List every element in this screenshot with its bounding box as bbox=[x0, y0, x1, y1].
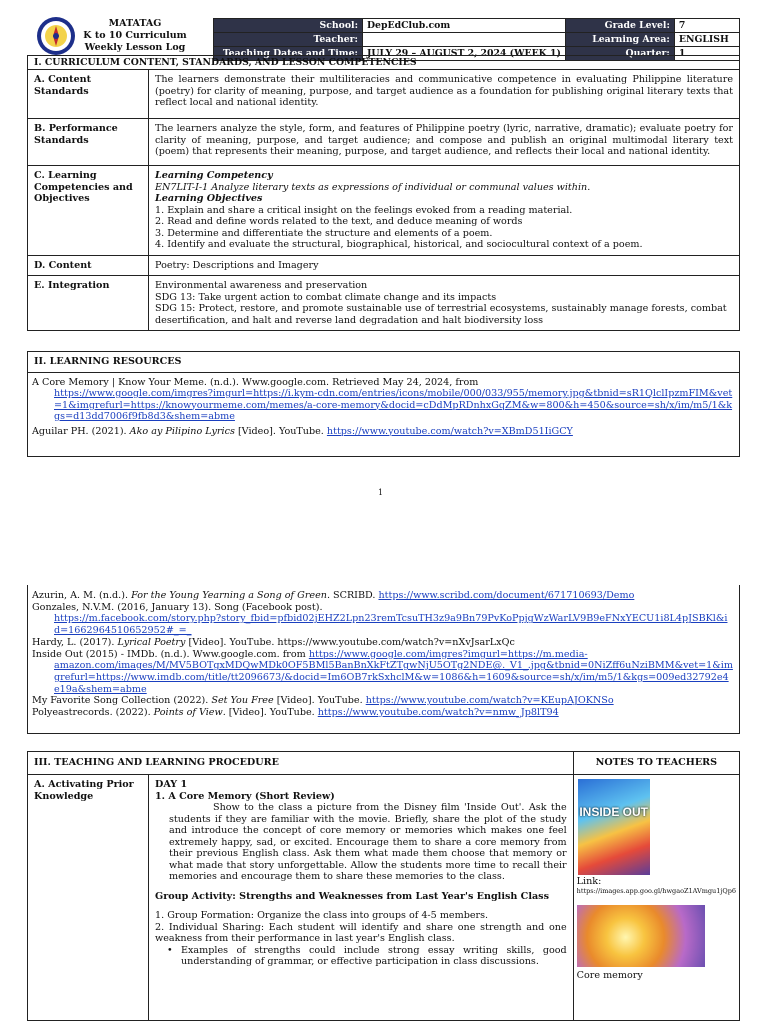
competencies-label: C. Learning Competencies and Objectives bbox=[28, 166, 149, 256]
integration-row bbox=[28, 276, 740, 331]
p2-resource-2-link[interactable]: https://m.facebook.com/story.php?story_fbid=pfbid02jEHZ2Lpn23remTcsuTH3z9a9Bn79PvKoPpjgWzWarLV9B9eFNxYECU1i8L4pJSBKl&id=1662964510652952#_=_ bbox=[54, 613, 728, 637]
integration-label: E. Integration bbox=[28, 276, 149, 331]
p2-resource-4-link-a[interactable]: https://www.google.com/imgres?imgurl=https://m.media- bbox=[308, 648, 588, 660]
content-standards-label: A. Content Standards bbox=[28, 70, 149, 119]
content-label: D. Content bbox=[28, 255, 149, 276]
header-title-line-1: MATATAG bbox=[108, 18, 162, 29]
section-2-title: II. LEARNING RESOURCES bbox=[28, 352, 739, 373]
header-title bbox=[80, 18, 190, 54]
grade-value: 7 bbox=[674, 19, 739, 33]
lc-heading: Learning Competency bbox=[155, 170, 273, 182]
bullet-row bbox=[155, 945, 567, 968]
p2-resource-5-link[interactable]: https://www.youtube.com/watch?v=KEupAJOKNSo bbox=[365, 695, 614, 707]
teacher-label: Teacher: bbox=[214, 33, 363, 47]
quarter-value: 1 bbox=[674, 47, 739, 61]
activity-1-title: 1. A Core Memory (Short Review) bbox=[155, 790, 335, 802]
section-1-title: I. CURRICULUM CONTENT, STANDARDS, AND LESSON COMPETENCIES bbox=[28, 56, 740, 70]
activating-row bbox=[28, 775, 740, 1021]
p2-resource-1-author: Azurin, A. M. (n.d.). bbox=[32, 590, 132, 601]
section-3-title: III. TEACHING AND LEARNING PROCEDURE bbox=[28, 752, 574, 775]
p2-resource-1-link[interactable]: https://www.scribd.com/document/671710693/Demo bbox=[378, 590, 635, 601]
activating-label: A. Activating Prior Knowledge bbox=[28, 775, 149, 1021]
p2-resource-6-author: Polyeastrecords. (2022). bbox=[32, 707, 154, 719]
objective-4: 4. Identify and evaluate the structural, biographical, historical, and sociocultural context of a poem. bbox=[155, 239, 643, 251]
area-label: Learning Area: bbox=[565, 33, 674, 47]
p2-resource-4-link-b[interactable]: amazon.com/images/M/MV5BOTgxMDQwMDk0OF5BMl5BanBnXkFtZTgwNjU5OTg2NDE@._V1_.jpg&tbnid=0NiZff6uNziBMM&vet=1&imgrefurl=https://www.imdb.com/title/tt2096673/&docid=Im6OB7rkSxhclM&w=1086&h=1609&source=sh/x/im/m5/1&kgs=009ed32792e4e19a&shem=abme bbox=[54, 660, 733, 695]
area-value: ENGLISH bbox=[674, 33, 739, 47]
p2-resource-5 bbox=[32, 695, 733, 707]
p2-resource-1-title: For the Young Yearning a Song of Green bbox=[131, 590, 327, 601]
deped-seal bbox=[36, 16, 76, 56]
p2-resource-6-title: Points of View bbox=[153, 707, 223, 719]
notes-link[interactable]: https://images.app.goo.gl/hwgaoZ1AVmgu1jQp6 bbox=[576, 887, 736, 895]
core-memory-caption: Core memory bbox=[576, 970, 643, 982]
section-3-table bbox=[27, 751, 740, 1021]
page-2-resources-box bbox=[27, 585, 740, 734]
header-title-line-3: Weekly Lesson Log bbox=[84, 42, 186, 54]
link-label: Link: bbox=[576, 876, 602, 887]
p2-resource-3-rest: [Video]. YouTube. https://www.youtube.com/watch?v=nXvJsarLxQc bbox=[185, 636, 515, 648]
lo-heading: Learning Objectives bbox=[155, 193, 263, 205]
resource-2-rest: [Video]. YouTube. bbox=[234, 425, 327, 437]
p2-resource-5-rest: [Video]. YouTube. bbox=[273, 695, 366, 707]
p2-resource-4 bbox=[32, 649, 733, 661]
p2-resource-3 bbox=[32, 637, 733, 649]
objective-3: 3. Determine and differentiate the structure and elements of a poem. bbox=[155, 227, 493, 239]
p2-resource-6-rest: . [Video]. YouTube. bbox=[222, 707, 318, 719]
lc-text: EN7LIT-I-1 Analyze literary texts as expressions of individual or communal values within. bbox=[155, 181, 591, 193]
inside-out-poster bbox=[578, 779, 650, 875]
content-standards-text: The learners demonstrate their multiliteracies and communicative competence in evaluating Philippine literature (poetry) for clarity of meaning, purpose, and target audience as a foundation for publishing original literary texts that reflect local and national identity. bbox=[149, 70, 740, 119]
resource-1-text: A Core Memory | Know Your Meme. (n.d.). Www.google.com. Retrieved May 24, 2024, from bbox=[32, 376, 479, 388]
section-2-box bbox=[27, 351, 740, 457]
objective-1: 1. Explain and share a critical insight on the feelings evoked from a reading material. bbox=[155, 204, 573, 216]
competencies-row bbox=[28, 166, 740, 256]
group-activity-title: Group Activity: Strengths and Weaknesses from Last Year's English Class bbox=[155, 890, 549, 902]
resource-1-link[interactable]: https://www.google.com/imgres?imgurl=https://i.kym-cdn.com/entries/icons/mobile/000/033/955/memory.jpg&tbnid=sR1QlclIpzmFIM&vet=1&imgrefurl=https://knowyourmeme.com/memes/a-core-memory&docid=cDdMpRDnhxGqZM&w=800&h=450&source=sh/x/im/m5/1&kgs=d13dd7006f9fb8d3&shem=abme bbox=[54, 388, 733, 422]
performance-standards-row bbox=[28, 119, 740, 166]
resource-2-link[interactable]: https://www.youtube.com/watch?v=XBmD51IiGCY bbox=[326, 425, 573, 437]
content-row bbox=[28, 255, 740, 276]
content-standards-row bbox=[28, 70, 740, 119]
objective-2: 2. Read and define words related to the text, and deduce meaning of words bbox=[155, 216, 523, 228]
bullet-1: Examples of strengths could include strong essay writing skills, good understanding of grammar, or effective participation in class discussions. bbox=[181, 944, 567, 967]
p2-resource-1 bbox=[32, 590, 733, 602]
poster-title: INSIDE OUT bbox=[579, 805, 648, 819]
school-label: School: bbox=[214, 19, 363, 33]
p2-resource-5-author: My Favorite Song Collection (2022). bbox=[32, 695, 212, 707]
p2-resource-1-mid: . SCRIBD. bbox=[326, 590, 379, 601]
core-memory-image bbox=[577, 905, 705, 967]
bullet-dot: • bbox=[167, 944, 173, 956]
teacher-value bbox=[363, 33, 566, 47]
resource-2-title: Ako ay Pilipino Lyrics bbox=[129, 425, 235, 437]
notes-title: NOTES TO TEACHERS bbox=[573, 752, 739, 775]
grade-label: Grade Level: bbox=[565, 19, 674, 33]
p2-resource-4-text: Inside Out (2015) - IMDb. (n.d.). Www.google.com. from bbox=[32, 648, 309, 660]
content-text: Poetry: Descriptions and Imagery bbox=[149, 255, 740, 276]
resource-2-author: Aguilar PH. (2021). bbox=[32, 425, 130, 437]
page-number: 1 bbox=[378, 488, 384, 497]
school-value: DepEdClub.com bbox=[363, 19, 566, 33]
performance-standards-label: B. Performance Standards bbox=[28, 119, 149, 166]
quarter-label: Quarter: bbox=[565, 47, 674, 61]
p2-resource-3-author: Hardy, L. (2017). bbox=[32, 636, 118, 648]
integration-line-1: Environmental awareness and preservation bbox=[155, 280, 368, 292]
step-1: 1. Group Formation: Organize the class into groups of 4-5 members. bbox=[155, 910, 489, 921]
dates-value: JULY 29 – AUGUST 2, 2024 (WEEK 1) bbox=[363, 47, 566, 61]
p2-resource-6-link[interactable]: https://www.youtube.com/watch?v=nmw_Jp8lT94 bbox=[317, 707, 559, 719]
p2-resource-3-title: Lyrical Poetry bbox=[117, 636, 186, 648]
section-1-table bbox=[27, 55, 740, 331]
integration-line-2: SDG 13: Take urgent action to combat climate change and its impacts bbox=[155, 291, 497, 303]
integration-line-3: SDG 15: Protect, restore, and promote sustainable use of terrestrial ecosystems, sustainably manage forests, combat desertification, and halt and reverse land degradation and halt biodiversity loss bbox=[155, 303, 727, 326]
day-label: DAY 1 bbox=[155, 779, 188, 790]
step-2: 2. Individual Sharing: Each student will identify and share one strength and one weakness from their performance in last year's English class. bbox=[155, 921, 567, 944]
resource-2 bbox=[32, 426, 733, 438]
performance-standards-text: The learners analyze the style, form, and features of Philippine poetry (lyric, narrative, dramatic); evaluate poetry for clarity of meaning, purpose, and target audience; and compose and publish an original multimodal literary text (poem) that represents their meaning, purpose, and target audience, and reflects their local and national identity. bbox=[149, 119, 740, 166]
p2-resource-6 bbox=[32, 707, 733, 719]
p2-resource-5-title: Set You Free bbox=[211, 695, 274, 707]
dates-label: Teaching Dates and Time: bbox=[214, 47, 363, 61]
p2-resource-2-text: Gonzales, N.V.M. (2016, January 13). Song (Facebook post). bbox=[32, 601, 323, 613]
activity-1-paragraph: Show to the class a picture from the Disney film 'Inside Out'. Ask the students if they are familiar with the movie. Briefly, share the plot of the study and introduce the concept of core memory or memories which makes one feel extremely happy, sad, or excited. Encourage them to share a core memory from their previous English class. Ask them what made them choose that memory or what made that story unforgettable. Allow the students more time to recall their memories and encourage them to share these memories to the class. bbox=[169, 802, 567, 882]
header-title-line-2: K to 10 Curriculum bbox=[83, 30, 187, 42]
